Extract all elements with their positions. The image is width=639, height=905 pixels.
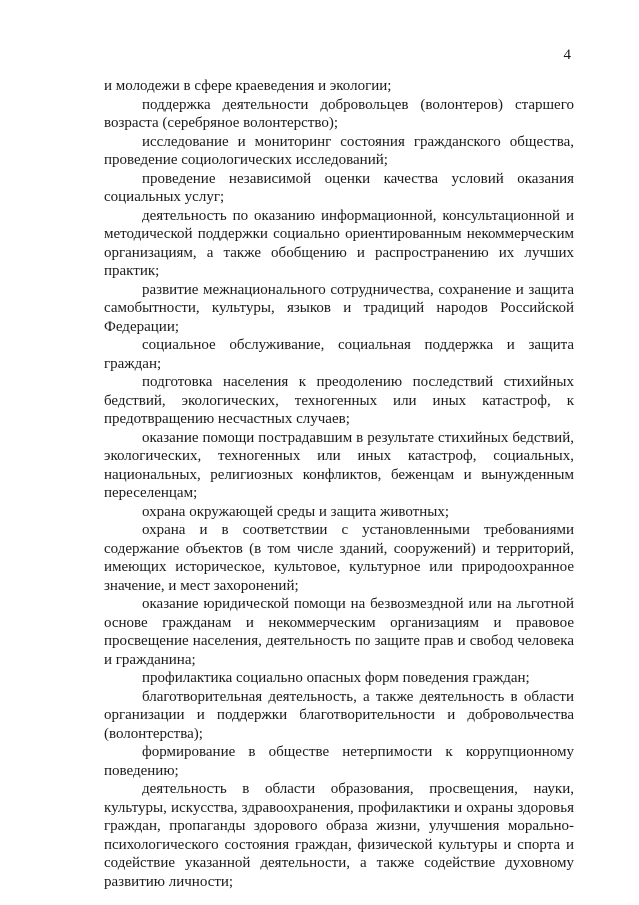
paragraph: благотворительная деятельность, а также деятельность в области организации и поддержки благотворительности и добровольчества (волонтерства); [104,688,574,742]
paragraph: охрана и в соответствии с установленными требованиями содержание объектов (в том числе зданий, сооружений) и территорий, имеющих историческое, культовое, культурное или природоохранное значение, и мест захоронений; [104,522,574,594]
paragraph: проведение независимой оценки качества условий оказания социальных услуг; [104,170,574,205]
paragraph: деятельность в области образования, просвещения, науки, культуры, искусства, здравоохранения, профилактики и охраны здоровья граждан, пропаганды здорового образа жизни, улучшения морально-психологического состояния граждан, физической культуры и спорта и содействие указанной деятельности, а также содействие духовному развитию личности; [104,781,574,890]
paragraph: и молодежи в сфере краеведения и экологии; [104,78,392,94]
paragraph: формирование в обществе нетерпимости к коррупционному поведению; [104,744,574,779]
paragraph: охрана окружающей среды и защита животных; [142,503,449,520]
paragraph: оказание юридической помощи на безвозмездной или на льготной основе гражданам и некоммерческим организациям и правовое просвещение населения, деятельность по защите прав и свобод человека и гражданина; [104,596,574,668]
document-body [104,77,574,891]
paragraph: оказание помощи пострадавшим в результате стихийных бедствий, экологических, техногенных или иных катастроф, социальных, национальных, религиозных конфликтов, беженцам и вынужденным переселенцам; [104,429,574,501]
paragraph: профилактика социально опасных форм поведения граждан; [142,670,530,686]
paragraph: социальное обслуживание, социальная поддержка и защита граждан; [104,337,574,372]
paragraph: деятельность по оказанию информационной, консультационной и методической поддержки социально ориентированным некоммерческим организациям, а также обобщению и распространению их лучших практик; [104,207,574,279]
paragraph: подготовка населения к преодолению последствий стихийных бедствий, экологических, техногенных или иных катастроф, к предотвращению несчастных случаев; [104,374,574,427]
page-number: 4 [563,47,571,63]
paragraph: развитие межнационального сотрудничества, сохранение и защита самобытности, культуры, языков и традиций народов Российской Федерации; [104,281,574,335]
paragraph: поддержка деятельности добровольцев (волонтеров) старшего возраста (серебряное волонтерство); [104,96,574,131]
paragraph: исследование и мониторинг состояния гражданского общества, проведение социологических исследований; [104,133,574,168]
